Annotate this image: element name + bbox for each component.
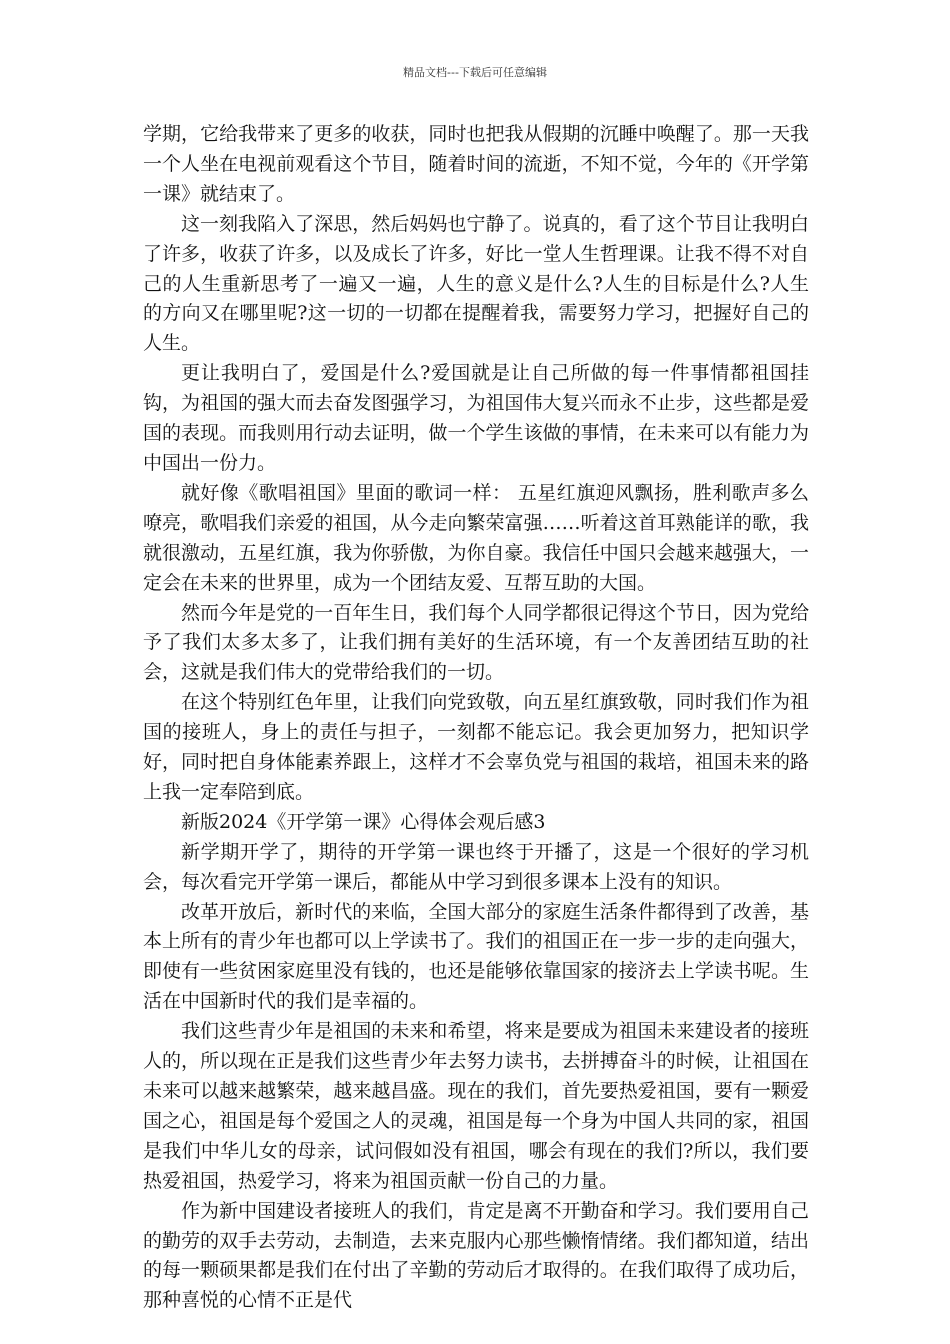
paragraph-2: 这一刻我陷入了深思，然后妈妈也宁静了。说真的，看了这个节目让我明白了许多，收获了许多，以及成长了许多，好比一堂人生哲理课。让我不得不对自己的人生重新思考了一遍又一遍，人生的意义是什么?人生的目标是什么?人生的方向又在哪里呢?这一切的一切都在提醒着我，需要努力学习，把握好自己的人生。 [143, 212, 809, 355]
section-heading: 新版2024《开学第一课》心得体会观后感3 [181, 810, 546, 833]
paragraph-4: 就好像《歌唱祖国》里面的歌词一样： 五星红旗迎风飘扬，胜利歌声多么嘹亮，歌唱我们亲爱的祖国，从今走向繁荣富强……听着这首耳熟能详的歌，我就很激动，五星红旗，我为你骄傲，为你自豪。我信任中国只会越来越强大，一定会在未来的世界里，成为一个团结友爱、互帮互助的大国。 [143, 481, 809, 594]
paragraph-6: 在这个特别红色年里，让我们向党致敬，向五星红旗致敬，同时我们作为祖国的接班人，身上的责任与担子，一刻都不能忘记。我会更加努力，把知识学好，同时把自身体能素养跟上，这样才不会辜负党与祖国的栽培，祖国未来的路上我一定奉陪到底。 [143, 691, 809, 803]
page-header: 精品文档---下载后可任意编辑 [403, 66, 547, 79]
paragraph-8: 改革开放后，新时代的来临，全国大部分的家庭生活条件都得到了改善，基本上所有的青少年也都可以上学读书了。我们的祖国正在一步一步的走向强大，即使有一些贫困家庭里没有钱的，也还是能够依靠国家的接济去上学读书呢。生活在中国新时代的我们是幸福的。 [143, 900, 809, 1013]
paragraph-10: 作为新中国建设者接班人的我们，肯定是离不开勤奋和学习。我们要用自己的勤劳的双手去劳动，去制造，去来克服内心那些懒惰情绪。我们都知道，结出的每一颗硕果都是我们在付出了辛勤的劳动后才取得的。在我们取得了成功后，那种喜悦的心情不正是代 [143, 1199, 809, 1312]
paragraph-1: 学期，它给我带来了更多的收获，同时也把我从假期的沉睡中唤醒了。那一天我一个人坐在电视前观看这个节目，随着时间的流逝，不知不觉，今年的《开学第一课》就结束了。 [143, 123, 809, 205]
paragraph-3: 更让我明白了，爱国是什么?爱国就是让自己所做的每一件事情都祖国挂钩，为祖国的强大而去奋发图强学习，为祖国伟大复兴而永不止步，这些都是爱国的表现。而我则用行动去证明，做一个学生该做的事情，在未来可以有能力为中国出一份力。 [143, 362, 809, 474]
paragraph-5: 然而今年是党的一百年生日，我们每个人同学都很记得这个节日，因为党给予了我们太多太多了，让我们拥有美好的生活环境，有一个友善团结互助的社会，这就是我们伟大的党带给我们的一切。 [143, 601, 809, 684]
paragraph-7: 新学期开学了，期待的开学第一课也终于开播了，这是一个很好的学习机会，每次看完开学第一课后，都能从中学习到很多课本上没有的知识。 [143, 840, 809, 893]
paragraph-9: 我们这些青少年是祖国的未来和希望，将来是要成为祖国未来建设者的接班人的，所以现在正是我们这些青少年去努力读书，去拼搏奋斗的时候，让祖国在未来可以越来越繁荣，越来越昌盛。现在的我们，首先要热爱祖国，要有一颗爱国之心，祖国是每个爱国之人的灵魂，祖国是每一个身为中国人共同的家，祖国是我们中华儿女的母亲，试问假如没有祖国，哪会有现在的我们?所以，我们要热爱祖国，热爱学习，将来为祖国贡献一份自己的力量。 [143, 1020, 809, 1192]
document-body [143, 120, 809, 1316]
